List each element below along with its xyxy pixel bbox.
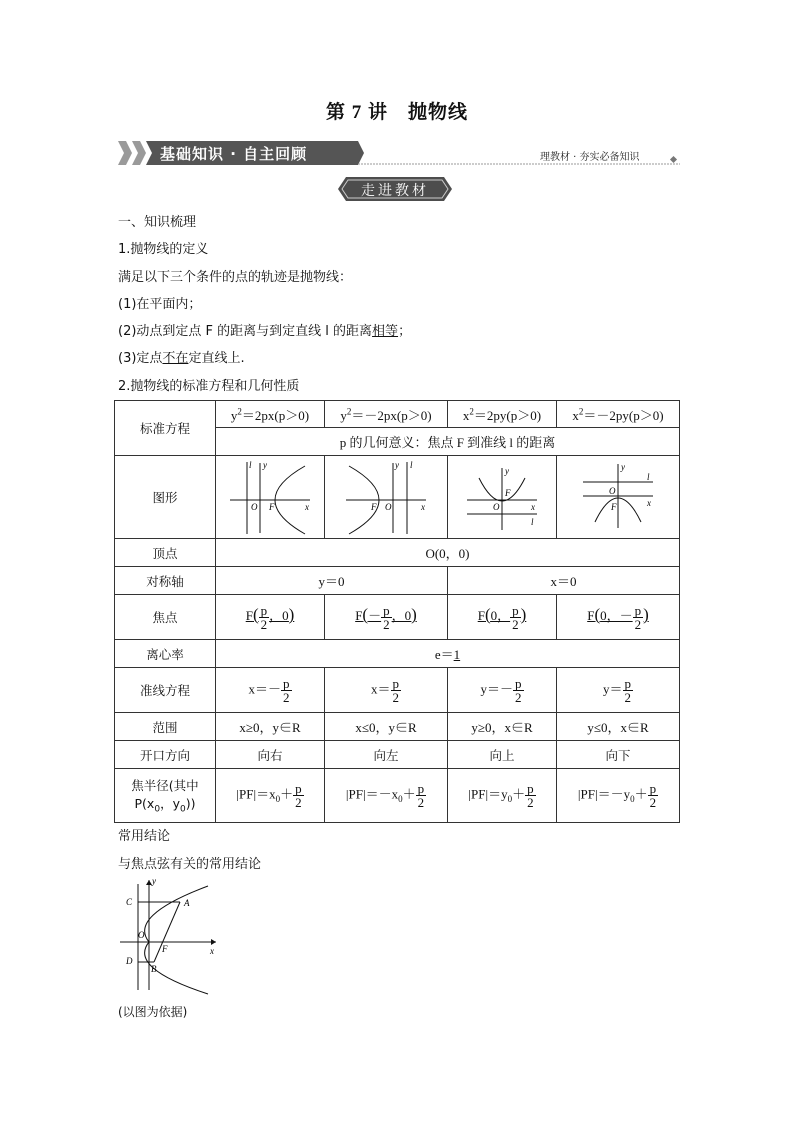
condition-3: (3)定点不在定直线上. [118,351,245,366]
vertex-value: O(0，0) [216,539,680,567]
svg-text:x: x [210,946,214,956]
directrix-1: x＝－ $\frac{p}{2}$ [216,668,325,713]
focus-2: F(－ $\frac{p}{2}$ ，0) [325,595,448,640]
banner-right-text: 理教材 · 夯实必备知识 [540,152,640,163]
svg-text:F: F [162,944,168,954]
heading-standard-equation: 2.抛物线的标准方程和几何性质 [118,379,300,394]
focal-radius-4: $|PF|=-y_0+$ $\frac{p}{2}$ [557,769,680,823]
svg-text:O: O [251,502,258,512]
heading-knowledge: 一、知识梳理 [118,215,197,230]
opening-4: 向下 [557,741,680,769]
row-label-figure: 图形 [115,456,216,539]
focal-radius-3: $|PF|=y_0+$ $\frac{p}{2}$ [448,769,557,823]
range-3: y≥0，x∈R [448,713,557,741]
svg-text:O: O [493,502,500,512]
condition-2: (2)动点到定点 F 的距离与到定直线 l 的距离相等； [118,324,412,339]
heading-definition: 1.抛物线的定义 [118,242,209,257]
svg-text:F: F [269,502,275,512]
tag-text: 走进教材 [361,183,429,199]
svg-text:l: l [531,517,534,527]
svg-text:F: F [371,502,377,512]
banner-left-text: 基础知识 · 自主回顾 [160,145,308,163]
page-title: 第 7 讲 抛物线 [325,102,468,123]
svg-text:x: x [421,502,425,512]
svg-text:F: F [611,502,617,512]
focus-4: F(0，－ $\frac{p}{2}$ ) [557,595,680,640]
focal-chord-figure [118,876,218,996]
svg-text:x: x [305,502,309,512]
row-label-vertex: 顶点 [115,539,216,567]
focus-3: F(0， $\frac{p}{2}$ ) [448,595,557,640]
directrix-3: y＝－ $\frac{p}{2}$ [448,668,557,713]
axis-vertical: x＝0 [448,567,680,595]
row-label-directrix: 准线方程 [115,668,216,713]
range-2: x≤0，y∈R [325,713,448,741]
row-label-opening: 开口方向 [115,741,216,769]
row-label-axis: 对称轴 [115,567,216,595]
svg-text:C: C [126,897,133,907]
row-label-focus: 焦点 [115,595,216,640]
row-label-range: 范围 [115,713,216,741]
definition-intro: 满足以下三个条件的点的轨迹是抛物线： [118,270,353,285]
svg-text:D: D [126,956,133,966]
focus-1: F( $\frac{p}{2}$ ，0) [216,595,325,640]
row-label-eccentricity: 离心率 [115,640,216,668]
focal-radius-2: $|PF|=-x_0+$ $\frac{p}{2}$ [325,769,448,823]
eccentricity-value: e＝1 [216,640,680,668]
opening-3: 向上 [448,741,557,769]
figure-down [557,456,680,539]
opening-1: 向右 [216,741,325,769]
svg-text:y: y [621,462,625,472]
svg-text:B: B [151,964,157,974]
svg-text:O: O [138,930,145,940]
svg-text:O: O [385,502,392,512]
svg-text:l: l [410,460,413,470]
figure-left [325,456,448,539]
svg-text:x: x [647,498,651,508]
opening-2: 向左 [325,741,448,769]
svg-text:y: y [152,876,156,886]
svg-text:y: y [505,466,509,476]
equation-4: $x^2=-2py(p>0)$ [557,401,680,428]
heading-common: 常用结论 [118,829,171,844]
svg-text:l: l [249,460,252,470]
equation-3: $x^2=2py(p>0)$ [448,401,557,428]
equation-1: $y^2=2px(p>0)$ [216,401,325,428]
range-4: y≤0，x∈R [557,713,680,741]
condition-1: (1)在平面内； [118,297,202,312]
heading-chord: 与焦点弦有关的常用结论 [118,857,262,872]
svg-text:y: y [263,460,267,470]
svg-text:x: x [531,502,535,512]
figure-up [448,456,557,539]
equation-2: $y^2=-2px(p>0)$ [325,401,448,428]
focal-radius-1: $|PF|=x_0+$ $\frac{p}{2}$ [216,769,325,823]
directrix-2: x＝ $\frac{p}{2}$ [325,668,448,713]
figure-right [216,456,325,539]
svg-text:O: O [609,486,616,496]
figure-caption: (以图为依据) [118,1005,188,1019]
properties-table [114,400,680,823]
row-label-focal-radius: 焦半径(其中 $P(x_0$，$y_0$)) [115,769,216,823]
directrix-4: y＝ $\frac{p}{2}$ [557,668,680,713]
svg-text:l: l [647,472,650,482]
axis-horizontal: y＝0 [216,567,448,595]
p-meaning: p 的几何意义：焦点 F 到准线 l 的距离 [216,428,680,456]
range-1: x≥0，y∈R [216,713,325,741]
row-label-equation: 标准方程 [115,401,216,456]
svg-text:F: F [505,488,511,498]
svg-text:A: A [184,898,190,908]
svg-text:y: y [395,460,399,470]
